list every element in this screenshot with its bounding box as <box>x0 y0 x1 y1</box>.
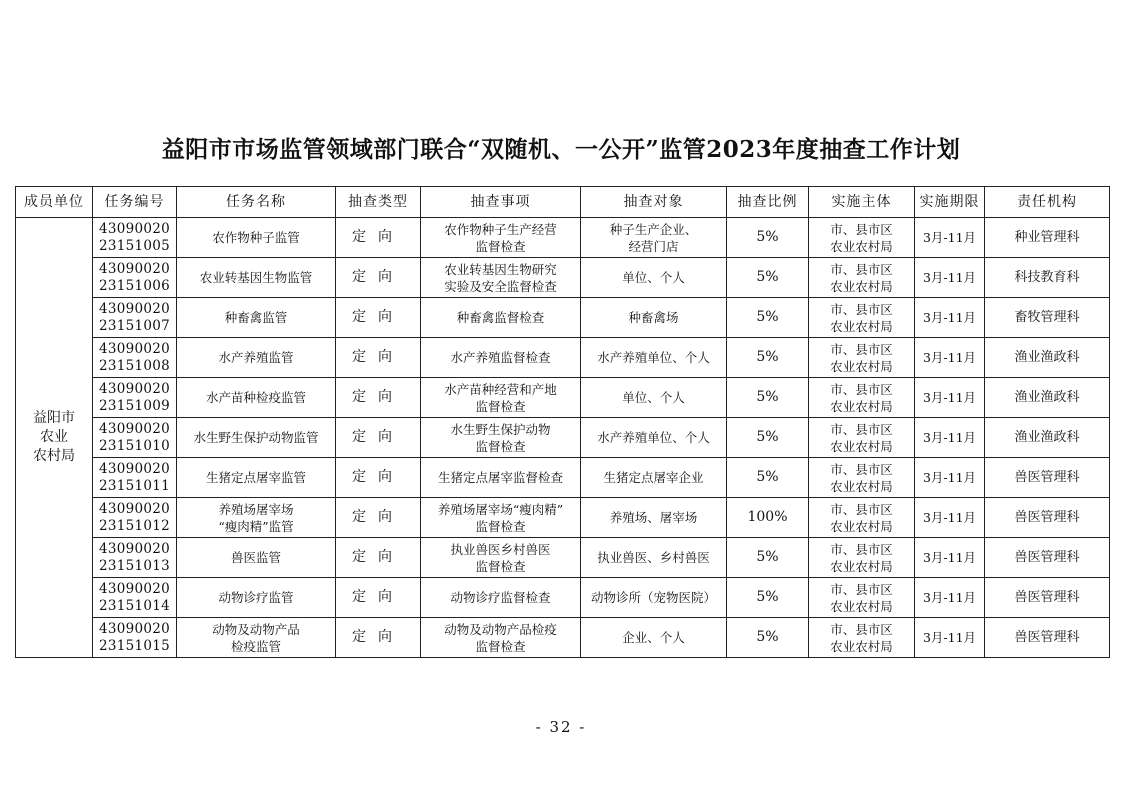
executor-line: 市、县市区 <box>830 261 893 277</box>
executor-line: 农业农村局 <box>830 398 893 414</box>
executor-line: 市、县市区 <box>830 421 893 437</box>
member-unit-line: 农村局 <box>33 448 75 464</box>
task-name-line: 农业转基因生物监管 <box>199 270 313 285</box>
inspection-target-line: 种畜禽场 <box>628 310 679 325</box>
task-name-line: 水生野生保护动物监管 <box>193 430 319 445</box>
inspection-target-cell <box>581 538 727 578</box>
executor-line: 农业农村局 <box>830 278 893 294</box>
responsible-cell: 种业管理科 <box>985 218 1110 258</box>
inspection-item-cell <box>421 618 581 658</box>
task-name-cell <box>177 578 336 618</box>
member-unit-cell <box>16 218 93 658</box>
task-code-cell <box>93 378 177 418</box>
inspection-item-line: 农作物种子生产经营 <box>444 221 557 237</box>
ratio-cell: 5% <box>727 538 809 578</box>
task-code-line: 43090020 <box>98 340 171 357</box>
table-row <box>16 618 1110 658</box>
executor-line: 市、县市区 <box>830 341 893 357</box>
table-row <box>16 578 1110 618</box>
executor-cell <box>809 378 915 418</box>
inspection-target-line: 动物诊所（宠物医院） <box>590 590 716 605</box>
executor-line: 农业农村局 <box>830 598 893 614</box>
page-title: 益阳市市场监管领域部门联合“双随机、一公开”监管2023年度抽查工作计划 <box>161 136 961 163</box>
ratio-cell: 100% <box>727 498 809 538</box>
period-cell: 3月-11月 <box>915 618 985 658</box>
page-number: - 32 - <box>535 718 587 736</box>
header-inspection-item: 抽查事项 <box>421 187 581 218</box>
inspection-item-line: 监督检查 <box>475 438 526 454</box>
period-cell: 3月-11月 <box>915 218 985 258</box>
inspection-item-cell <box>421 418 581 458</box>
inspection-type-cell: 定向 <box>336 418 421 458</box>
ratio-cell: 5% <box>727 618 809 658</box>
inspection-target-cell <box>581 578 727 618</box>
task-name-line: 兽医监管 <box>230 550 281 565</box>
inspection-item-line: 生猪定点屠宰监督检查 <box>437 470 563 485</box>
inspection-item-line: 动物诊疗监督检查 <box>450 590 551 605</box>
inspection-target-cell <box>581 458 727 498</box>
member-unit-line: 益阳市 <box>33 410 75 426</box>
inspection-item-line: 种畜禽监督检查 <box>456 310 545 325</box>
task-name-cell <box>177 378 336 418</box>
task-name-cell <box>177 338 336 378</box>
executor-line: 市、县市区 <box>830 301 893 317</box>
ratio-cell: 5% <box>727 338 809 378</box>
table-row <box>16 258 1110 298</box>
inspection-item-line: 水生野生保护动物 <box>450 421 551 437</box>
task-name-line: 养殖场屠宰场 <box>218 501 294 517</box>
task-name-cell <box>177 618 336 658</box>
executor-cell <box>809 458 915 498</box>
executor-cell <box>809 218 915 258</box>
period-cell: 3月-11月 <box>915 258 985 298</box>
executor-cell <box>809 578 915 618</box>
inspection-item-line: 农业转基因生物研究 <box>444 261 557 277</box>
task-code-cell <box>93 338 177 378</box>
inspection-item-cell <box>421 218 581 258</box>
executor-cell <box>809 618 915 658</box>
period-cell: 3月-11月 <box>915 338 985 378</box>
period-cell: 3月-11月 <box>915 538 985 578</box>
executor-cell <box>809 338 915 378</box>
table-header-row <box>16 187 1110 218</box>
task-name-cell <box>177 498 336 538</box>
task-code-cell <box>93 298 177 338</box>
inspection-target-cell <box>581 338 727 378</box>
period-cell: 3月-11月 <box>915 378 985 418</box>
inspection-type-cell: 定向 <box>336 218 421 258</box>
task-name-line: 农作物种子监管 <box>212 230 300 245</box>
task-code-cell <box>93 498 177 538</box>
task-code-cell <box>93 418 177 458</box>
executor-line: 市、县市区 <box>830 581 893 597</box>
executor-line: 市、县市区 <box>830 541 893 557</box>
inspection-target-cell <box>581 418 727 458</box>
task-code-cell <box>93 538 177 578</box>
inspection-type-cell: 定向 <box>336 378 421 418</box>
header-period: 实施期限 <box>915 187 985 218</box>
executor-line: 农业农村局 <box>830 438 893 454</box>
task-name-cell <box>177 538 336 578</box>
task-code-line: 43090020 <box>98 380 171 397</box>
inspection-item-cell <box>421 378 581 418</box>
task-code-line: 43090020 <box>98 260 171 277</box>
header-task-code: 任务编号 <box>93 187 177 218</box>
responsible-cell: 畜牧管理科 <box>985 298 1110 338</box>
inspection-target-cell <box>581 378 727 418</box>
ratio-cell: 5% <box>727 298 809 338</box>
task-code-line: 23151013 <box>98 557 171 574</box>
ratio-cell: 5% <box>727 378 809 418</box>
task-code-line: 43090020 <box>98 300 171 317</box>
table-row <box>16 538 1110 578</box>
responsible-cell: 兽医管理科 <box>985 578 1110 618</box>
header-inspection-target: 抽查对象 <box>581 187 727 218</box>
task-code-line: 43090020 <box>98 420 171 437</box>
executor-line: 农业农村局 <box>830 478 893 494</box>
table-row <box>16 218 1110 258</box>
inspection-target-cell <box>581 498 727 538</box>
inspection-target-line: 经营门店 <box>628 238 679 254</box>
inspection-item-cell <box>421 578 581 618</box>
task-name-line: “瘦肉精”监管 <box>218 518 294 534</box>
task-code-line: 43090020 <box>98 220 171 237</box>
task-code-cell <box>93 578 177 618</box>
task-name-cell <box>177 458 336 498</box>
header-ratio: 抽查比例 <box>727 187 809 218</box>
table-row <box>16 498 1110 538</box>
executor-cell <box>809 418 915 458</box>
task-code-line: 23151008 <box>98 357 171 374</box>
responsible-cell: 渔业渔政科 <box>985 418 1110 458</box>
inspection-item-line: 监督检查 <box>475 638 526 654</box>
inspection-item-line: 养殖场屠宰场“瘦肉精” <box>437 501 564 517</box>
header-responsible: 责任机构 <box>985 187 1110 218</box>
header-executor: 实施主体 <box>809 187 915 218</box>
inspection-item-line: 监督检查 <box>475 558 526 574</box>
header-inspection-type: 抽查类型 <box>336 187 421 218</box>
inspection-plan-table <box>15 186 1110 658</box>
inspection-item-line: 实验及安全监督检查 <box>444 278 557 294</box>
inspection-target-line: 执业兽医、乡村兽医 <box>597 550 710 565</box>
task-code-line: 23151009 <box>98 397 171 414</box>
inspection-target-line: 种子生产企业、 <box>609 221 698 237</box>
table-row <box>16 378 1110 418</box>
task-code-line: 23151014 <box>98 597 171 614</box>
ratio-cell: 5% <box>727 258 809 298</box>
executor-line: 农业农村局 <box>830 318 893 334</box>
inspection-type-cell: 定向 <box>336 258 421 298</box>
executor-line: 市、县市区 <box>830 221 893 237</box>
executor-line: 农业农村局 <box>830 558 893 574</box>
inspection-item-line: 监督检查 <box>475 238 526 254</box>
executor-cell <box>809 298 915 338</box>
executor-line: 市、县市区 <box>830 621 893 637</box>
task-code-line: 23151015 <box>98 637 171 654</box>
task-code-line: 43090020 <box>98 540 171 557</box>
task-code-line: 43090020 <box>98 460 171 477</box>
task-name-line: 水产养殖监管 <box>218 350 294 365</box>
executor-line: 市、县市区 <box>830 381 893 397</box>
task-name-line: 种畜禽监管 <box>224 310 288 325</box>
task-code-line: 43090020 <box>98 500 171 517</box>
inspection-item-line: 监督检查 <box>475 398 526 414</box>
executor-line: 市、县市区 <box>830 461 893 477</box>
member-unit-line: 农业 <box>40 429 68 445</box>
ratio-cell: 5% <box>727 218 809 258</box>
period-cell: 3月-11月 <box>915 418 985 458</box>
table-row <box>16 458 1110 498</box>
executor-cell <box>809 498 915 538</box>
inspection-type-cell: 定向 <box>336 498 421 538</box>
inspection-type-cell: 定向 <box>336 618 421 658</box>
period-cell: 3月-11月 <box>915 298 985 338</box>
task-name-line: 检疫监管 <box>230 638 281 654</box>
inspection-target-line: 生猪定点屠宰企业 <box>603 470 704 485</box>
inspection-type-cell: 定向 <box>336 458 421 498</box>
table-row <box>16 338 1110 378</box>
task-code-cell <box>93 618 177 658</box>
task-code-cell <box>93 218 177 258</box>
table-body <box>16 218 1110 658</box>
inspection-item-cell <box>421 498 581 538</box>
responsible-cell: 兽医管理科 <box>985 498 1110 538</box>
task-code-line: 43090020 <box>98 580 171 597</box>
task-code-line: 23151011 <box>98 477 171 494</box>
inspection-target-cell <box>581 218 727 258</box>
inspection-item-cell <box>421 298 581 338</box>
task-code-line: 23151012 <box>98 517 171 534</box>
task-name-line: 动物诊疗监管 <box>218 590 294 605</box>
responsible-cell: 兽医管理科 <box>985 458 1110 498</box>
period-cell: 3月-11月 <box>915 458 985 498</box>
inspection-target-line: 单位、个人 <box>622 390 685 405</box>
executor-line: 市、县市区 <box>830 501 893 517</box>
task-name-line: 动物及动物产品 <box>212 621 300 637</box>
task-name-line: 水产苗种检疫监管 <box>205 390 306 405</box>
inspection-type-cell: 定向 <box>336 538 421 578</box>
inspection-target-cell <box>581 298 727 338</box>
inspection-target-line: 企业、个人 <box>622 630 685 645</box>
period-cell: 3月-11月 <box>915 498 985 538</box>
executor-line: 农业农村局 <box>830 638 893 654</box>
inspection-item-cell <box>421 538 581 578</box>
inspection-target-line: 水产养殖单位、个人 <box>597 350 710 365</box>
task-code-line: 23151010 <box>98 437 171 454</box>
inspection-target-cell <box>581 618 727 658</box>
task-name-line: 生猪定点屠宰监管 <box>205 470 306 485</box>
task-code-line: 23151005 <box>98 237 171 254</box>
header-member-unit: 成员单位 <box>16 187 93 218</box>
inspection-type-cell: 定向 <box>336 298 421 338</box>
inspection-type-cell: 定向 <box>336 578 421 618</box>
responsible-cell: 兽医管理科 <box>985 538 1110 578</box>
executor-line: 农业农村局 <box>830 238 893 254</box>
inspection-item-cell <box>421 258 581 298</box>
ratio-cell: 5% <box>727 418 809 458</box>
executor-cell <box>809 538 915 578</box>
ratio-cell: 5% <box>727 578 809 618</box>
inspection-item-cell <box>421 458 581 498</box>
task-name-cell <box>177 218 336 258</box>
inspection-item-line: 水产养殖监督检查 <box>450 350 551 365</box>
inspection-item-line: 监督检查 <box>475 518 526 534</box>
inspection-item-line: 执业兽医乡村兽医 <box>450 541 551 557</box>
table-row <box>16 298 1110 338</box>
inspection-target-line: 单位、个人 <box>622 270 685 285</box>
executor-cell <box>809 258 915 298</box>
executor-line: 农业农村局 <box>830 358 893 374</box>
inspection-item-cell <box>421 338 581 378</box>
responsible-cell: 渔业渔政科 <box>985 378 1110 418</box>
task-name-cell <box>177 258 336 298</box>
period-cell: 3月-11月 <box>915 578 985 618</box>
header-task-name: 任务名称 <box>177 187 336 218</box>
task-code-cell <box>93 458 177 498</box>
task-code-line: 43090020 <box>98 620 171 637</box>
task-code-cell <box>93 258 177 298</box>
executor-line: 农业农村局 <box>830 518 893 534</box>
task-code-line: 23151007 <box>98 317 171 334</box>
task-name-cell <box>177 298 336 338</box>
responsible-cell: 科技教育科 <box>985 258 1110 298</box>
table-row <box>16 418 1110 458</box>
inspection-target-cell <box>581 258 727 298</box>
responsible-cell: 渔业渔政科 <box>985 338 1110 378</box>
inspection-type-cell: 定向 <box>336 338 421 378</box>
task-name-cell <box>177 418 336 458</box>
task-code-line: 23151006 <box>98 277 171 294</box>
inspection-item-line: 动物及动物产品检疫 <box>444 621 557 637</box>
ratio-cell: 5% <box>727 458 809 498</box>
responsible-cell: 兽医管理科 <box>985 618 1110 658</box>
inspection-target-line: 养殖场、屠宰场 <box>609 510 698 525</box>
inspection-item-line: 水产苗种经营和产地 <box>444 381 557 397</box>
inspection-target-line: 水产养殖单位、个人 <box>597 430 710 445</box>
